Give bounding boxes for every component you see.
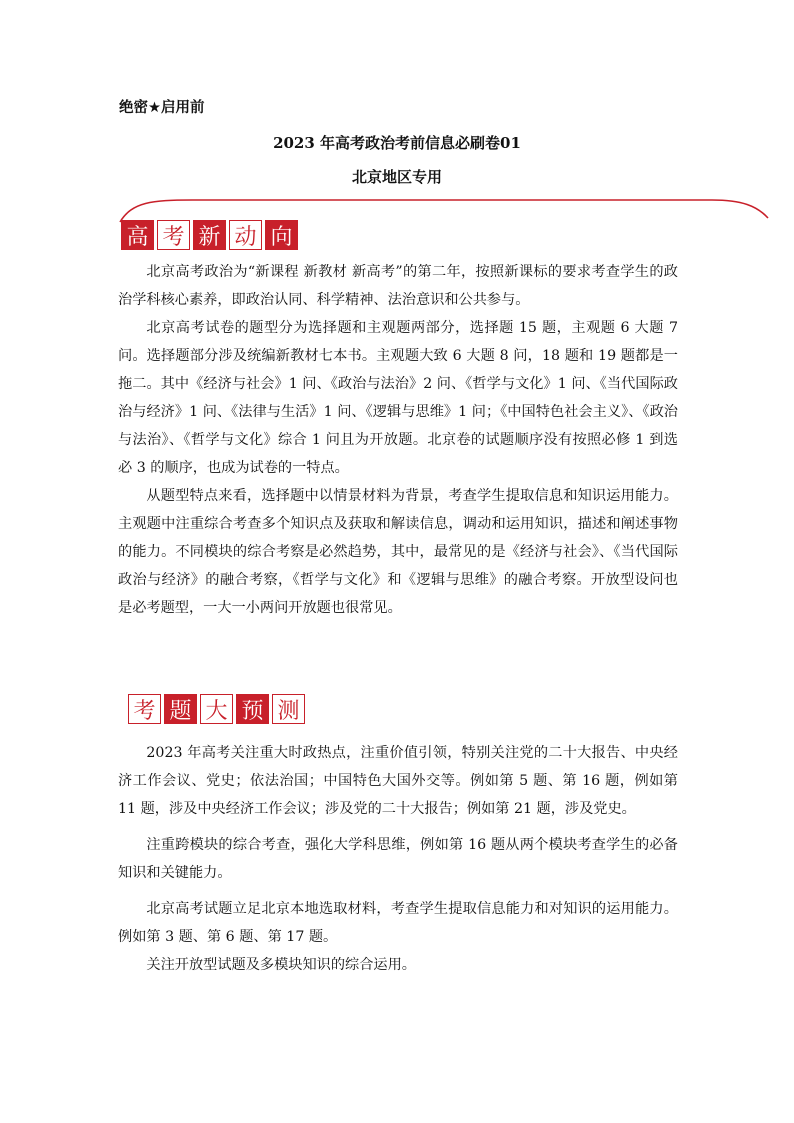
heading-char: 测 <box>272 694 305 724</box>
paragraph: 北京高考试卷的题型分为选择题和主观题两部分，选择题 15 题，主观题 6 大题 7 问。选择题部分涉及统编新教材七本书。主观题大致 6 大题 8 问，18 题和 19 题都是一拖二。其中《经济与社会》1 问、《政治与法治》2 问、《哲学与文化》1 问、《当代国际政治与经济》1 问、《法律与生活》1 问、《逻辑与思维》1 问；《中国特色社会主义》、《政治与法治》、《哲学与文化》综合 1 问且为开放题。北京卷的试题顺序没有按照必修 1 到选必 3 的顺序，也成为试卷的一特点。 <box>118 320 678 476</box>
heading-char: 预 <box>236 694 269 724</box>
heading-char: 新 <box>193 220 226 250</box>
paper-title: 2023 年高考政治考前信息必刷卷01 <box>273 134 521 152</box>
section1-heading <box>121 220 301 252</box>
paragraph: 北京高考试题立足北京本地选取材料，考查学生提取信息能力和对知识的运用能力。例如第 3 题、第 6 题、第 17 题。 <box>118 901 678 945</box>
paragraph: 注重跨模块的综合考查，强化大学科思维，例如第 16 题从两个模块考查学生的必备知识和关键能力。 <box>118 837 678 881</box>
section1-body <box>118 258 678 622</box>
heading-char: 题 <box>164 694 197 724</box>
paper-subtitle: 北京地区专用 <box>351 168 442 186</box>
paragraph: 2023 年高考关注重大时政热点，注重价值引领，特别关注党的二十大报告、中央经济工作会议、党史；依法治国；中国特色大国外交等。例如第 5 题、第 16 题，例如第 11 题，涉及中央经济工作会议；涉及党的二十大报告；例如第 21 题，涉及党史。 <box>118 745 678 817</box>
heading-char: 向 <box>265 220 298 250</box>
section2-heading <box>128 694 308 726</box>
section2-body <box>118 739 678 979</box>
heading-char: 考 <box>157 220 190 250</box>
paragraph: 北京高考政治为“新课程 新教材 新高考”的第二年，按照新课标的要求考查学生的政治学科核心素养，即政治认同、科学精神、法治意识和公共参与。 <box>118 264 678 308</box>
paragraph: 关注开放型试题及多模块知识的综合运用。 <box>146 957 416 973</box>
secret-label: 绝密★启用前 <box>119 100 205 116</box>
heading-char: 考 <box>128 694 161 724</box>
paragraph: 从题型特点来看，选择题中以情景材料为背景，考查学生提取信息和知识运用能力。主观题中注重综合考查多个知识点及获取和解读信息，调动和运用知识，描述和阐述事物的能力。不同模块的综合考察是必然趋势，其中，最常见的是《经济与社会》、《当代国际政治与经济》的融合考察，《哲学与文化》和《逻辑与思维》的融合考察。开放型设问也是必考题型，一大一小两问开放题也很常见。 <box>118 488 678 616</box>
heading-char: 动 <box>229 220 262 250</box>
heading-char: 大 <box>200 694 233 724</box>
heading-char: 高 <box>121 220 154 250</box>
